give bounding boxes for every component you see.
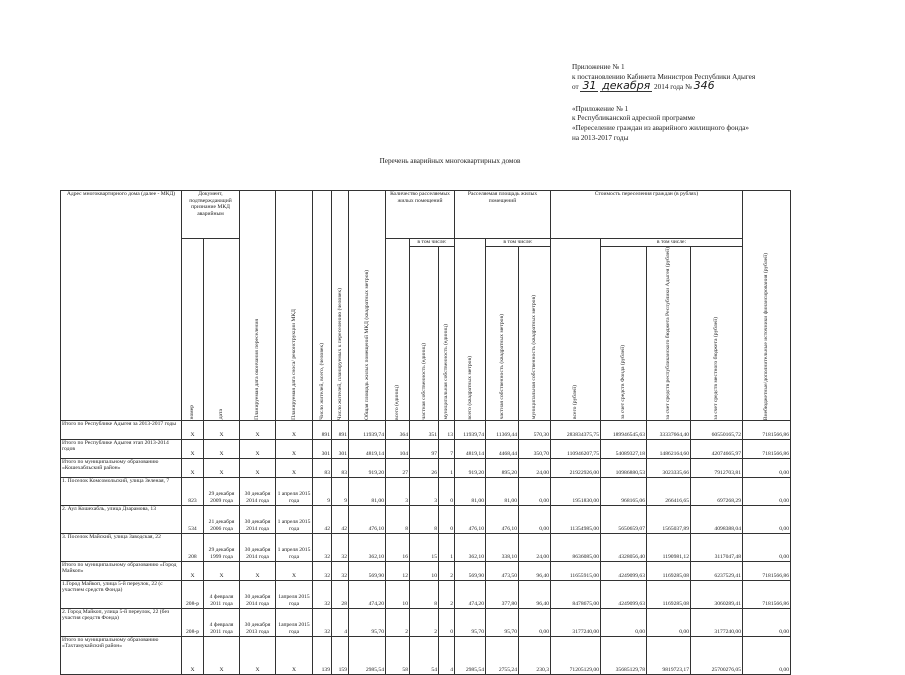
cell-stop: 1 апреля 2015 года	[276, 477, 313, 505]
cell-plan: X	[240, 420, 276, 439]
cell-ct: 71205129,00	[551, 636, 601, 674]
cell-ex: 7181566,86	[743, 420, 791, 439]
cell-res: 32	[313, 608, 332, 636]
cell-resp: 159	[332, 636, 349, 674]
col-rooms-private-header: частная собственность (единиц)	[410, 247, 439, 421]
cell-date: X	[204, 636, 240, 674]
cell-date: 4 февраля 2011 года	[204, 580, 240, 608]
date-month: декабря	[602, 79, 651, 93]
cell-am: 0,00	[519, 608, 551, 636]
cell-plan: 30 декабря 2014 года	[240, 477, 276, 505]
cell-res: 301	[313, 439, 332, 458]
table-row	[61, 561, 791, 580]
col-rooms-municipal-header: муниципальная собственность (единиц)	[439, 247, 455, 421]
cell-cf: 0,00	[601, 608, 647, 636]
cell-rp: 15	[410, 533, 439, 561]
col-plan-header: Планируемая дата окончания переселения	[240, 191, 276, 421]
cell-plan: 30 декабря 2014 года	[240, 580, 276, 608]
cell-ap: 4468,44	[486, 439, 519, 458]
cell-area: 919,20	[349, 458, 386, 477]
cell-rp: 8	[410, 505, 439, 533]
cell-cl: 25700276,05	[691, 636, 743, 674]
cell-num: X	[182, 636, 204, 674]
cell-addr: Итого по муниципальному образованию «Тахтамукайский район»	[61, 636, 182, 674]
cell-plan: X	[240, 439, 276, 458]
cell-at: 11939,74	[455, 420, 486, 439]
cell-ex: 0,00	[743, 458, 791, 477]
cell-addr: Итого по муниципальному образованию «Город Майкоп»	[61, 561, 182, 580]
cell-cl: 697268,29	[691, 477, 743, 505]
table-row	[61, 420, 791, 439]
cell-at: 4819,14	[455, 439, 486, 458]
cell-plan: X	[240, 561, 276, 580]
col-cost-incl-header: в том числе:	[601, 239, 743, 247]
cell-ct: 8636085,00	[551, 533, 601, 561]
table-row	[61, 458, 791, 477]
table-row	[61, 533, 791, 561]
cell-rm: 2	[439, 580, 455, 608]
cell-am: 350,70	[519, 439, 551, 458]
cell-res: 42	[313, 505, 332, 533]
cell-ap: 81,00	[486, 477, 519, 505]
col-area-municipal-header: муниципальная собственность (квадратных метров)	[519, 247, 551, 421]
cell-addr: 1. Поселок Комсомольский, улица Зеленая, 7	[61, 477, 182, 505]
cell-resp: 42	[332, 505, 349, 533]
cell-rt: 16	[386, 533, 410, 561]
cell-num: X	[182, 561, 204, 580]
cell-cf: 54089327,18	[601, 439, 647, 458]
cell-rt: 10	[386, 580, 410, 608]
header-line-7: на 2013-2017 годы	[572, 133, 629, 142]
table-row	[61, 580, 791, 608]
cell-plan: X	[240, 458, 276, 477]
cell-num: 208	[182, 533, 204, 561]
cell-resp: 32	[332, 561, 349, 580]
table-row	[61, 439, 791, 458]
cell-rm: 7	[439, 439, 455, 458]
cell-resp: 32	[332, 533, 349, 561]
cell-cl: 3060289,41	[691, 580, 743, 608]
cell-plan: 30 декабря 2013 года	[240, 608, 276, 636]
cell-num: 208-р	[182, 608, 204, 636]
col-extra-header: Внебюджетные/дополнительные источники финансирования (рублей)	[743, 191, 791, 421]
cell-ct: 21922926,00	[551, 458, 601, 477]
col-rooms-total-header: всего (единиц)	[386, 239, 410, 421]
cell-stop: X	[276, 458, 313, 477]
cell-cl: 42074665,97	[691, 439, 743, 458]
cell-rm: 0	[439, 505, 455, 533]
cell-rp: 97	[410, 439, 439, 458]
cell-date: X	[204, 420, 240, 439]
cell-ct: 3177240,00	[551, 608, 601, 636]
cell-cf: 189946545,63	[601, 420, 647, 439]
cell-resp: 4	[332, 608, 349, 636]
cell-date: X	[204, 439, 240, 458]
col-address-header: Адрес многоквартирного дома (далее - МКД)	[61, 191, 182, 421]
cell-ct: 1951830,00	[551, 477, 601, 505]
cell-res: 32	[313, 580, 332, 608]
cell-am: 0,00	[519, 477, 551, 505]
cell-am: 24,00	[519, 458, 551, 477]
cell-date: 21 декабря 2006 года	[204, 505, 240, 533]
col-residents-planned-header: Число жителей, планируемых к переселению (человек)	[332, 191, 349, 421]
date-prefix: от	[572, 83, 579, 92]
col-cost-local-header: за счет средств местного бюджета (рублей)	[691, 247, 743, 421]
cell-stop: 1апреля 2015 года	[276, 608, 313, 636]
cell-ex: 0,00	[743, 477, 791, 505]
cell-cr: 0,00	[647, 608, 691, 636]
cell-cl: 60550165,72	[691, 420, 743, 439]
cell-cr: 266416,65	[647, 477, 691, 505]
cell-ex: 0,00	[743, 608, 791, 636]
cell-ct: 11354985,00	[551, 505, 601, 533]
cell-num: X	[182, 458, 204, 477]
col-cost-republic-header: за счет средств республиканского бюджета Республики Адыгея (рублей)	[647, 247, 691, 421]
cell-cl: 7912703,81	[691, 458, 743, 477]
table-row	[61, 636, 791, 674]
cell-rp: 351	[410, 420, 439, 439]
cell-num: X	[182, 439, 204, 458]
cell-at: 919,20	[455, 458, 486, 477]
cell-ct: 8478675,00	[551, 580, 601, 608]
cell-rt: 104	[386, 439, 410, 458]
cell-cf: 4249099,63	[601, 561, 647, 580]
header-line-2: к постановлению Кабинета Министров Республики Адыгея	[572, 72, 756, 81]
cell-res: 139	[313, 636, 332, 674]
cell-rm: 13	[439, 420, 455, 439]
cell-date: X	[204, 561, 240, 580]
houses-table	[60, 190, 791, 675]
cell-ct: 11655915,00	[551, 561, 601, 580]
header-line-4: «Приложение № 1	[572, 104, 629, 113]
cell-stop: X	[276, 439, 313, 458]
cell-at: 474,20	[455, 580, 486, 608]
cell-ap: 377,80	[486, 580, 519, 608]
header-line-6: «Переселение граждан из аварийного жилищного фонда»	[572, 123, 750, 132]
cell-area: 362,10	[349, 533, 386, 561]
col-area-total-header: всего (квадратных метров)	[455, 239, 486, 421]
col-area-private-header: частная собственность (квадратных метров)	[486, 247, 519, 421]
cell-resp: 891	[332, 420, 349, 439]
cell-num: 534	[182, 505, 204, 533]
cell-rp: 10	[410, 561, 439, 580]
cell-rt: 3	[386, 477, 410, 505]
cell-rt: 8	[386, 505, 410, 533]
cell-cr: 1190981,12	[647, 533, 691, 561]
cell-cf: 10986880,53	[601, 458, 647, 477]
cell-cf: 5650659,07	[601, 505, 647, 533]
cell-ex: 7181566,86	[743, 439, 791, 458]
cell-stop: 1 апреля 2015 года	[276, 533, 313, 561]
cell-rt: 2	[386, 608, 410, 636]
cell-addr: 2. Город Майкоп, улица 5-й переулок, 22 (без участия средств Фонда)	[61, 608, 182, 636]
cell-addr: Итого по муниципальному образованию «Кошехабльский район»	[61, 458, 182, 477]
cell-cl: 4098388,04	[691, 505, 743, 533]
cell-stop: 1апреля 2015 года	[276, 580, 313, 608]
cell-addr: 2. Аул Кошехабль, улица Дзарамова, 13	[61, 505, 182, 533]
col-area-header: Расселяемая площадь жилых помещений	[455, 191, 551, 239]
cell-stop: 1 апреля 2015 года	[276, 505, 313, 533]
header-line-5: к Республиканской адресной программе	[572, 114, 696, 123]
cell-cf: 4328056,40	[601, 533, 647, 561]
cell-rp: 8	[410, 580, 439, 608]
cell-ex: 0,00	[743, 505, 791, 533]
cell-ap: 2755,24	[486, 636, 519, 674]
cell-addr: Итого по Республике Адыгея за 2013-2017 годы	[61, 420, 182, 439]
cell-ex: 7181566,86	[743, 580, 791, 608]
cell-am: 0,00	[519, 505, 551, 533]
cell-rm: 2	[439, 561, 455, 580]
table-row	[61, 477, 791, 505]
cell-area: 569,90	[349, 561, 386, 580]
col-rooms-incl-header: в том числе:	[410, 239, 455, 247]
cell-area: 4819,14	[349, 439, 386, 458]
cell-rt: 58	[386, 636, 410, 674]
cell-area: 476,10	[349, 505, 386, 533]
cell-addr: 3. Поселок Майский, улица Заводская, 22	[61, 533, 182, 561]
cell-num: X	[182, 420, 204, 439]
cell-am: 96,40	[519, 580, 551, 608]
col-doc-number-header: номер	[182, 239, 204, 421]
cell-res: 891	[313, 420, 332, 439]
cell-addr: Итого по Республике Адыгея этап 2013-2014 годов	[61, 439, 182, 458]
cell-area: 11939,74	[349, 420, 386, 439]
cell-date: X	[204, 458, 240, 477]
col-doc-date-header: дата	[204, 239, 240, 421]
cell-stop: X	[276, 561, 313, 580]
col-cost-header: Стоимость переселения граждан (в рублях)	[551, 191, 743, 239]
cell-res: 32	[313, 533, 332, 561]
cell-resp: 301	[332, 439, 349, 458]
cell-num: 208-р	[182, 580, 204, 608]
cell-cr: 1169285,08	[647, 580, 691, 608]
cell-am: 570,30	[519, 420, 551, 439]
cell-cf: 4249099,63	[601, 580, 647, 608]
date-year: 2014 года №	[654, 83, 692, 92]
cell-plan: 30 декабря 2014 года	[240, 505, 276, 533]
date-number: 346	[693, 79, 715, 93]
cell-rp: 3	[410, 477, 439, 505]
cell-res: 83	[313, 458, 332, 477]
col-cost-total-header: всего (рублей)	[551, 239, 601, 421]
cell-area: 81,00	[349, 477, 386, 505]
cell-area: 474,20	[349, 580, 386, 608]
col-stop-header: Планируемая дата сноса/ реконструкции МКД	[276, 191, 313, 421]
cell-cr: 14862164,60	[647, 439, 691, 458]
cell-rt: 364	[386, 420, 410, 439]
cell-at: 476,10	[455, 505, 486, 533]
col-residents-total-header: Число жителей, всего, (человек)	[313, 191, 332, 421]
cell-ct: 283834375,75	[551, 420, 601, 439]
header-date-line	[572, 81, 872, 93]
cell-ex: 0,00	[743, 636, 791, 674]
cell-date: 4 февраля 2011 года	[204, 608, 240, 636]
cell-at: 362,10	[455, 533, 486, 561]
cell-at: 2985,54	[455, 636, 486, 674]
cell-res: 9	[313, 477, 332, 505]
cell-rp: 2	[410, 608, 439, 636]
cell-at: 95,70	[455, 608, 486, 636]
cell-cr: 9819723,17	[647, 636, 691, 674]
cell-ap: 11369,44	[486, 420, 519, 439]
cell-rm: 0	[439, 608, 455, 636]
cell-ct: 110946207,75	[551, 439, 601, 458]
cell-res: 32	[313, 561, 332, 580]
cell-am: 96,40	[519, 561, 551, 580]
header-line-1: Приложение № 1	[572, 63, 625, 71]
cell-ap: 338,10	[486, 533, 519, 561]
table-row	[61, 505, 791, 533]
col-document-header: Документ, подтверждающий признание МКД аварийным	[182, 191, 240, 239]
cell-rm: 0	[439, 477, 455, 505]
col-total-area-header: Общая площадь жилых помещений МКД (квадратных метров)	[349, 191, 386, 421]
cell-am: 24,00	[519, 533, 551, 561]
cell-am: 230,3	[519, 636, 551, 674]
appendix-header	[572, 63, 872, 143]
cell-ap: 895,20	[486, 458, 519, 477]
cell-plan: 30 декабря 2014 года	[240, 533, 276, 561]
cell-cf: 35685129,78	[601, 636, 647, 674]
table-row	[61, 608, 791, 636]
cell-resp: 28	[332, 580, 349, 608]
col-area-incl-header: в том числе:	[486, 239, 551, 247]
cell-ap: 473,50	[486, 561, 519, 580]
cell-ap: 95,70	[486, 608, 519, 636]
cell-at: 81,00	[455, 477, 486, 505]
cell-cl: 3177240,00	[691, 608, 743, 636]
cell-cl: 6237529,41	[691, 561, 743, 580]
cell-at: 569,90	[455, 561, 486, 580]
col-cost-fund-header: за счет средств Фонда (рублей)	[601, 247, 647, 421]
cell-cr: 1565037,89	[647, 505, 691, 533]
page-title: Перечень аварийных многоквартирных домов	[379, 157, 521, 165]
cell-rm: 4	[439, 636, 455, 674]
cell-ap: 476,10	[486, 505, 519, 533]
date-day: 31	[582, 79, 597, 93]
cell-rt: 12	[386, 561, 410, 580]
cell-cr: 1169285,08	[647, 561, 691, 580]
col-rooms-header: Количество расселяемых жилых помещений	[386, 191, 455, 239]
cell-cf: 968165,06	[601, 477, 647, 505]
cell-addr: 1.Город Майкоп, улица 5-й переулок, 22 (с участием средств Фонда)	[61, 580, 182, 608]
cell-stop: X	[276, 420, 313, 439]
cell-area: 95,70	[349, 608, 386, 636]
cell-rt: 27	[386, 458, 410, 477]
cell-date: 29 декабря 1999 года	[204, 533, 240, 561]
cell-cl: 3117047,48	[691, 533, 743, 561]
cell-ex: 0,00	[743, 533, 791, 561]
cell-stop: X	[276, 636, 313, 674]
cell-num: 823	[182, 477, 204, 505]
cell-ex: 7181566,86	[743, 561, 791, 580]
cell-rp: 26	[410, 458, 439, 477]
cell-rp: 54	[410, 636, 439, 674]
cell-cr: 33337664,40	[647, 420, 691, 439]
cell-resp: 9	[332, 477, 349, 505]
cell-date: 29 декабря 2009 года	[204, 477, 240, 505]
cell-rm: 1	[439, 458, 455, 477]
cell-cr: 3023335,66	[647, 458, 691, 477]
cell-rm: 1	[439, 533, 455, 561]
cell-plan: X	[240, 636, 276, 674]
cell-resp: 83	[332, 458, 349, 477]
cell-area: 2985,54	[349, 636, 386, 674]
